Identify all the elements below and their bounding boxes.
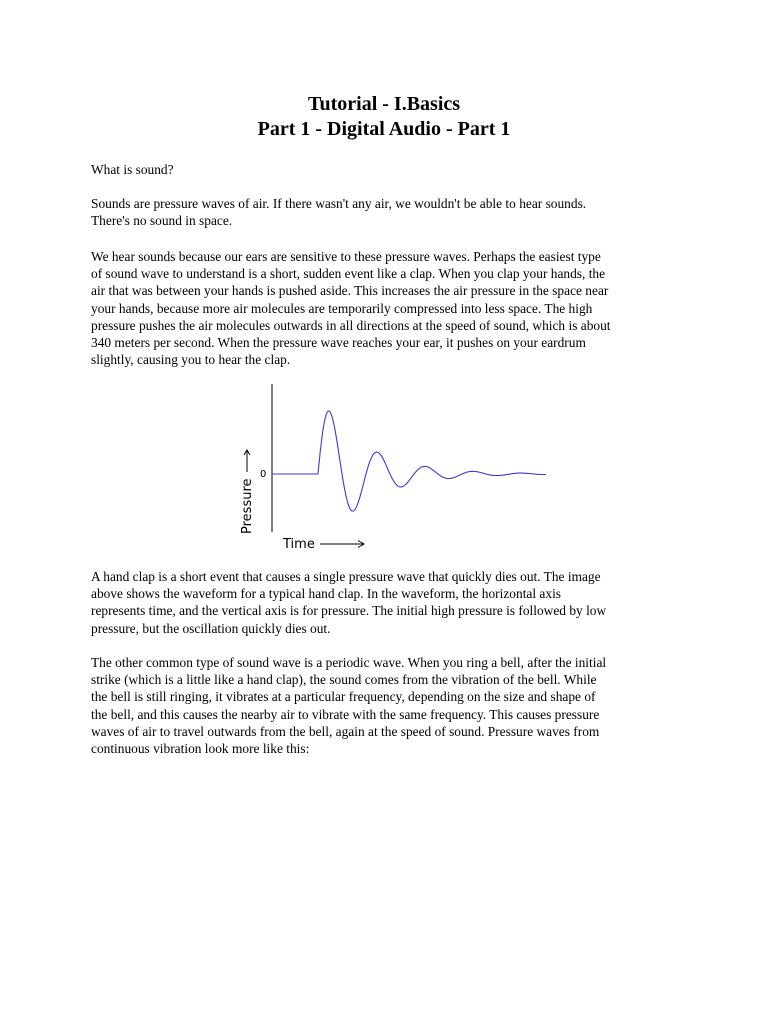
paragraph-periodic-wave: The other common type of sound wave is a periodic wave. When you ring a bell, after the initial strike (which is a little like a hand clap), the sound comes from the vibration of the bell. While the bell is still ringing, it vibrates at a particular frequency, depending on the size and shape of the bell, and this causes the nearby air to vibrate with the same frequency. This causes pressure waves of air to travel outwards from the bell, again at the speed of sound. Pressure waves from continuous vibration look more like this:: [91, 655, 607, 757]
y-axis-label: Pressure: [240, 478, 255, 534]
clap-waveform-figure: [236, 378, 556, 558]
clap-waveform: [272, 411, 546, 511]
paragraph-clap-explanation: We hear sounds because our ears are sensitive to these pressure waves. Perhaps the easiest type of sound wave to understand is a short, sudden event like a clap. When you clap your hands, the air that was between your hands is pushed aside. This increases the air pressure in the space near your hands, because more air molecules are temporarily compressed into less space. The high pressure pushes the air molecules outwards in all directions at the speed of sound, which is about 340 meters per second. When the pressure wave reaches your ear, it pushes on your eardrum slightly, causing you to hear the clap.: [91, 249, 611, 368]
zero-label: 0: [260, 469, 267, 480]
document-title: Tutorial - I.Basics: [307, 93, 461, 115]
x-axis-label: Time: [283, 537, 315, 552]
pressure-label-group: [240, 450, 255, 534]
paragraph-waveform-description: A hand clap is a short event that causes a single pressure wave that quickly dies out. The image above shows the waveform for a typical hand clap. In the waveform, the horizontal axis represents time, and the vertical axis is for pressure. The initial high pressure is followed by low pressure, but the oscillation quickly dies out.: [91, 569, 607, 636]
document-subtitle: Part 1 - Digital Audio - Part 1: [257, 118, 511, 140]
paragraph-question: What is sound?: [91, 162, 174, 177]
paragraph-definition: Sounds are pressure waves of air. If there wasn't any air, we wouldn't be able to hear sounds. There's no sound in space.: [91, 196, 587, 229]
